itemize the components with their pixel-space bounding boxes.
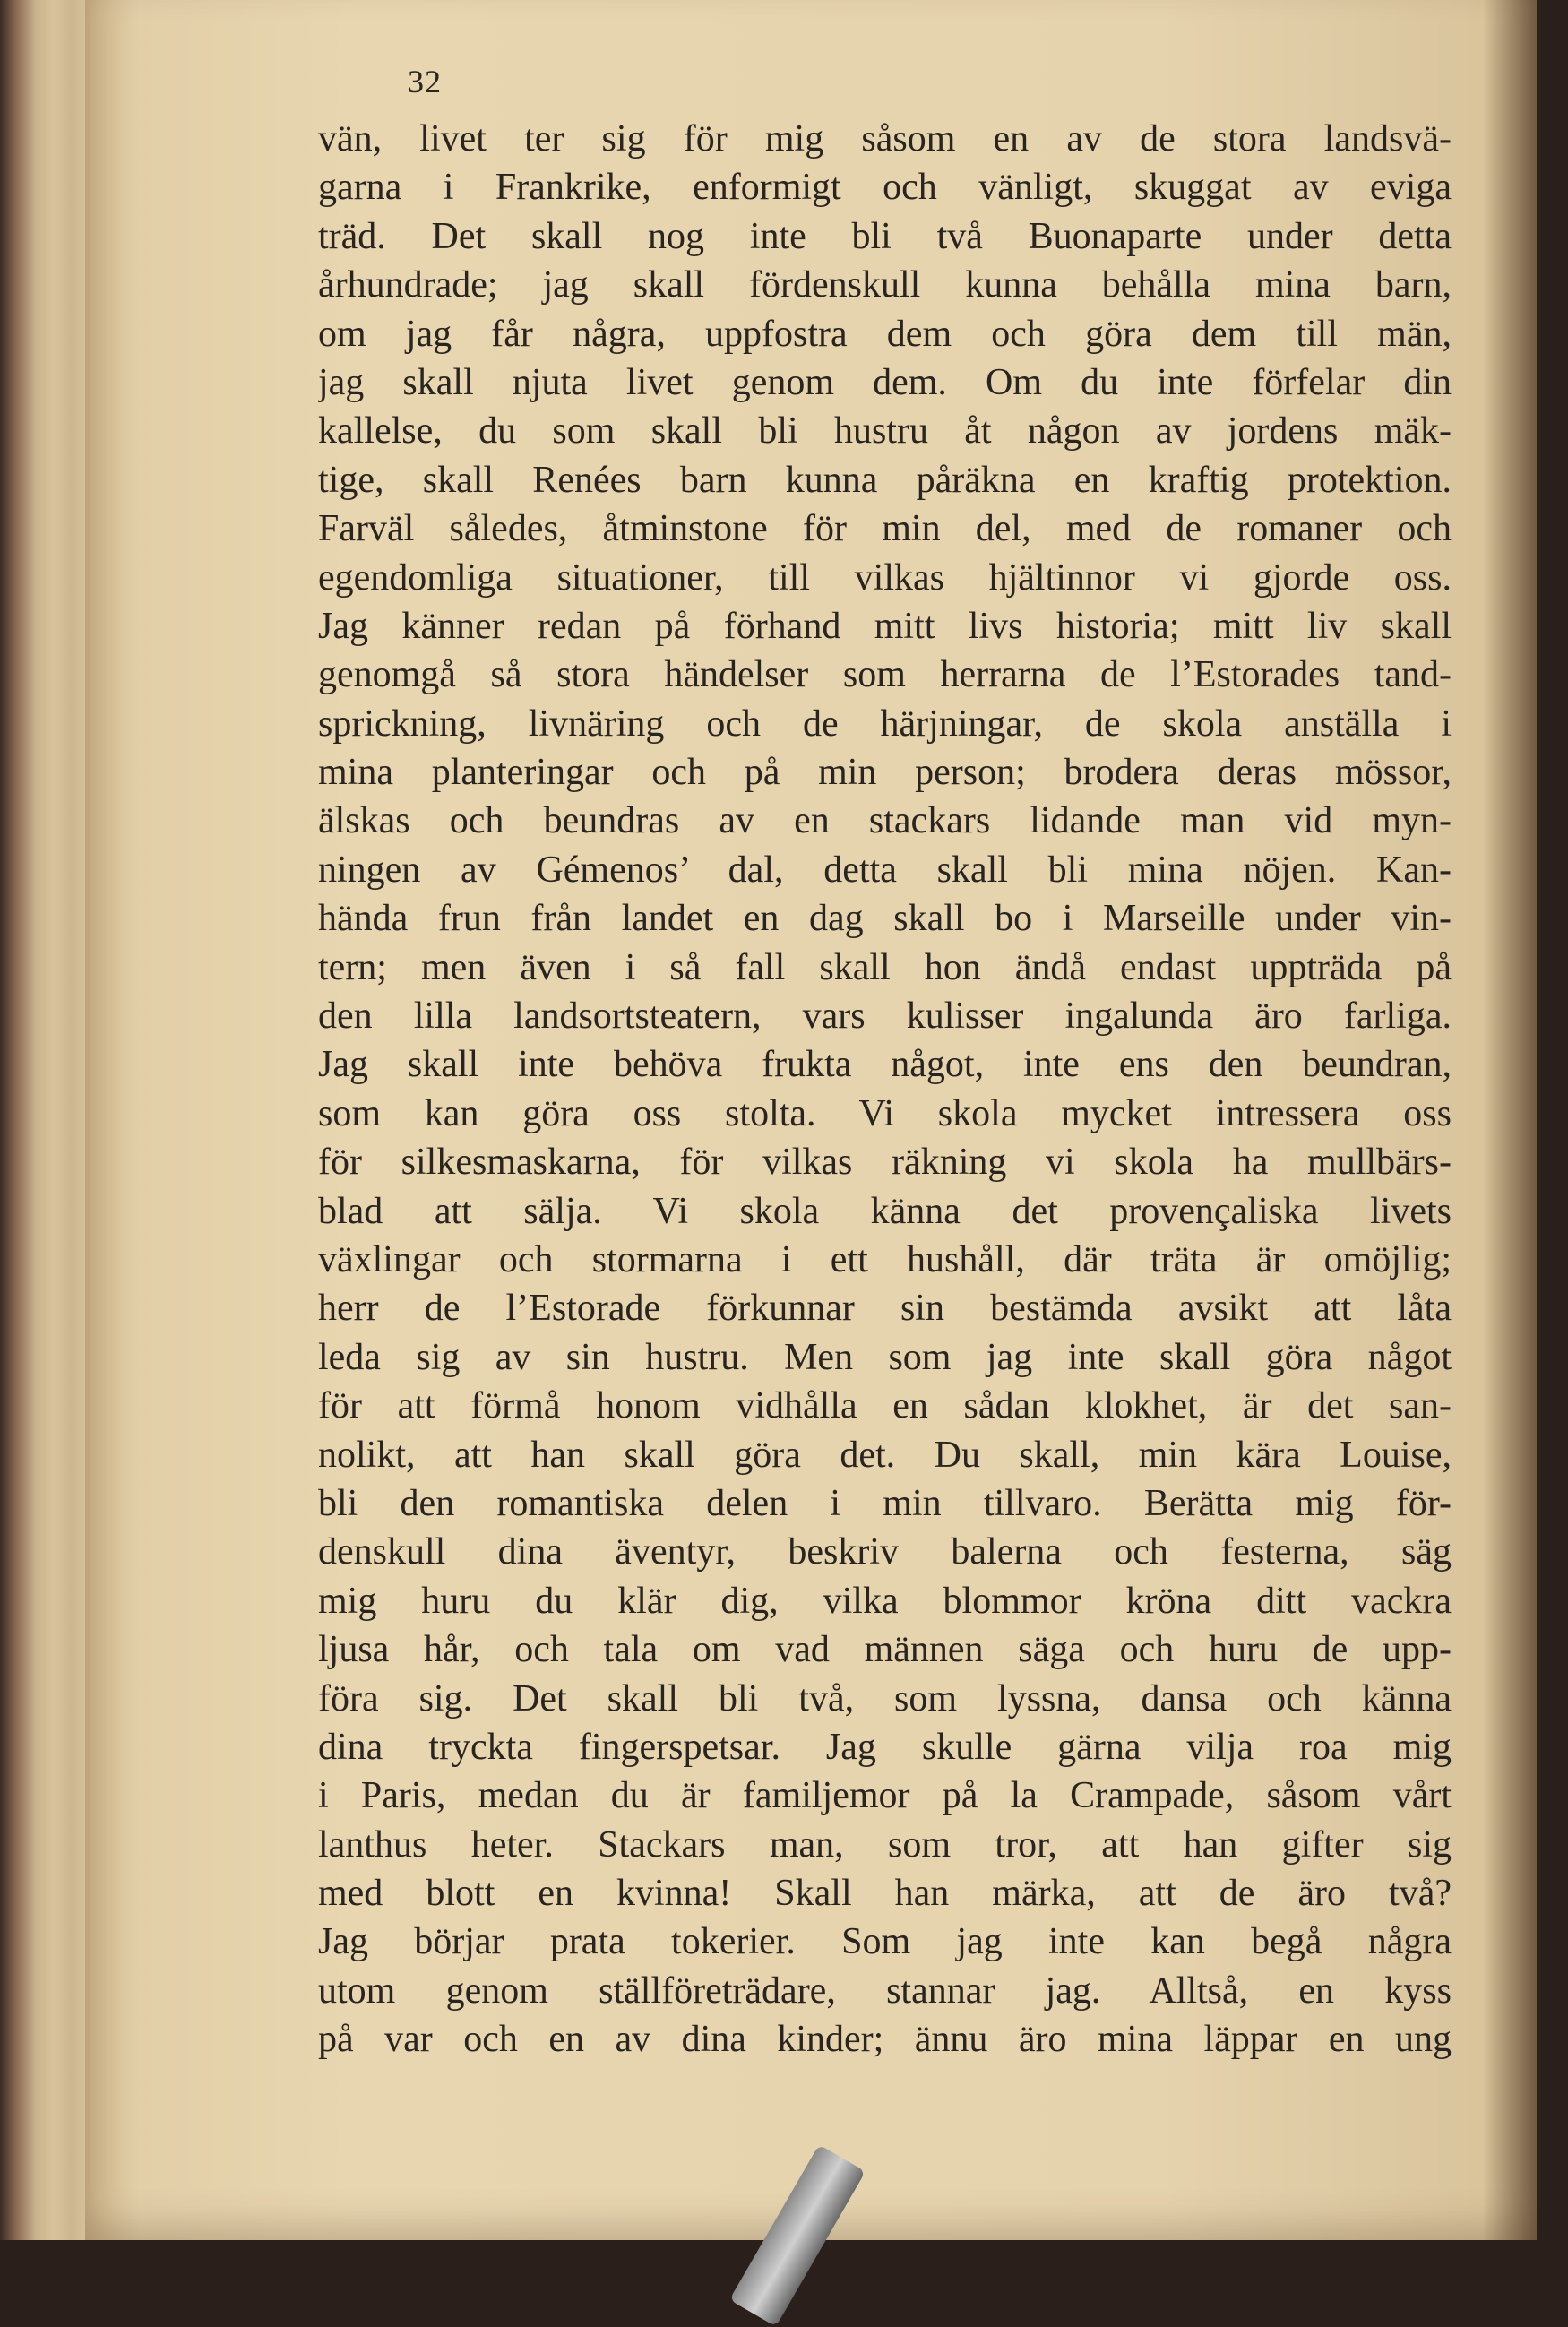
text-line: Jag börjar prata tokerier. Som jag inte kan begå några bbox=[318, 1921, 1452, 1963]
text-line: på var och en av dina kinder; ännu äro mina läppar en ung bbox=[318, 2019, 1452, 2061]
text-line: växlingar och stormarna i ett hushåll, där träta är omöjlig; bbox=[318, 1238, 1452, 1280]
text-line: lanthus heter. Stackars man, som tror, att han gifter sig bbox=[318, 1823, 1452, 1866]
text-line: blad att sälja. Vi skola känna det provençaliska livets bbox=[318, 1190, 1452, 1232]
text-line: bli den romantiska delen i min tillvaro. Berätta mig för- bbox=[318, 1482, 1452, 1524]
text-line: hända frun från landet en dag skall bo i Marseille under vin- bbox=[318, 898, 1452, 940]
text-line: vän, livet ter sig för mig såsom en av de stora landsvä- bbox=[318, 118, 1452, 159]
text-line: föra sig. Det skall bli två, som lyssna, dansa och känna bbox=[318, 1677, 1452, 1719]
text-line: Jag skall inte behöva frukta något, inte ens den beundran, bbox=[318, 1044, 1452, 1086]
text-line: sprickning, livnäring och de härjningar, de skola anställa i bbox=[318, 702, 1452, 745]
text-line: utom genom ställföreträdare, stannar jag. Alltså, en kyss bbox=[318, 1969, 1452, 2012]
text-line: leda sig av sin hustru. Men som jag inte skall göra något bbox=[318, 1336, 1452, 1378]
text-line: denskull dina äventyr, beskriv balerna och festerna, säg bbox=[318, 1531, 1452, 1573]
text-line: kallelse, du som skall bli hustru åt någon av jordens mäk- bbox=[318, 410, 1452, 452]
text-line: för att förmå honom vidhålla en sådan klokhet, är det san- bbox=[318, 1385, 1452, 1427]
text-line: nolikt, att han skall göra det. Du skall, min kära Louise, bbox=[318, 1434, 1452, 1476]
text-line: för silkesmaskarna, för vilkas räkning vi skola ha mullbärs- bbox=[318, 1142, 1452, 1184]
text-line: träd. Det skall nog inte bli två Buonaparte under detta bbox=[318, 215, 1452, 257]
book-edge bbox=[0, 0, 99, 2285]
text-line: dina tryckta fingerspetsar. Jag skulle gärna vilja roa mig bbox=[318, 1726, 1452, 1768]
text-line: tige, skall Renées barn kunna påräkna en kraftig protektion. bbox=[318, 459, 1452, 501]
text-line: herr de l’Estorade förkunnar sin bestämda avsikt att låta bbox=[318, 1288, 1452, 1330]
text-line: om jag får några, uppfostra dem och göra dem till män, bbox=[318, 313, 1452, 355]
text-line: i Paris, medan du är familjemor på la Crampade, såsom vårt bbox=[318, 1775, 1452, 1817]
text-line: tern; men även i så fall skall hon ändå endast uppträda på bbox=[318, 946, 1452, 988]
text-line: jag skall njuta livet genom dem. Om du inte förfelar din bbox=[318, 361, 1452, 403]
page-number: 32 bbox=[408, 64, 442, 99]
text-line: den lilla landsortsteatern, vars kulisser ingalunda äro farliga. bbox=[318, 995, 1452, 1038]
text-line: garna i Frankrike, enformigt och vänligt, skuggat av eviga bbox=[318, 167, 1452, 209]
text-line: ningen av Gémenos’ dal, detta skall bli mina nöjen. Kan- bbox=[318, 849, 1452, 891]
text-line: Farväl således, åtminstone för min del, med de romaner och bbox=[318, 508, 1452, 550]
text-line: mig huru du klär dig, vilka blommor kröna ditt vackra bbox=[318, 1580, 1452, 1622]
text-line: mina planteringar och på min person; brodera deras mössor, bbox=[318, 752, 1452, 794]
text-line: egendomliga situationer, till vilkas hjältinnor vi gjorde oss. bbox=[318, 556, 1452, 599]
text-line: älskas och beundras av en stackars lidande man vid myn- bbox=[318, 800, 1452, 842]
text-line: Jag känner redan på förhand mitt livs historia; mitt liv skall bbox=[318, 605, 1452, 647]
text-line: som kan göra oss stolta. Vi skola mycket intressera oss bbox=[318, 1092, 1452, 1134]
text-line: med blott en kvinna! Skall han märka, att de äro två? bbox=[318, 1873, 1452, 1915]
page-shadow bbox=[1483, 0, 1537, 2245]
text-line: genomgå så stora händelser som herrarna de l’Estorades tand- bbox=[318, 654, 1452, 696]
text-line: ljusa hår, och tala om vad männen säga och huru de upp- bbox=[318, 1629, 1452, 1671]
text-line: århundrade; jag skall fördenskull kunna behålla mina barn, bbox=[318, 264, 1452, 306]
page-text bbox=[318, 115, 1452, 2064]
